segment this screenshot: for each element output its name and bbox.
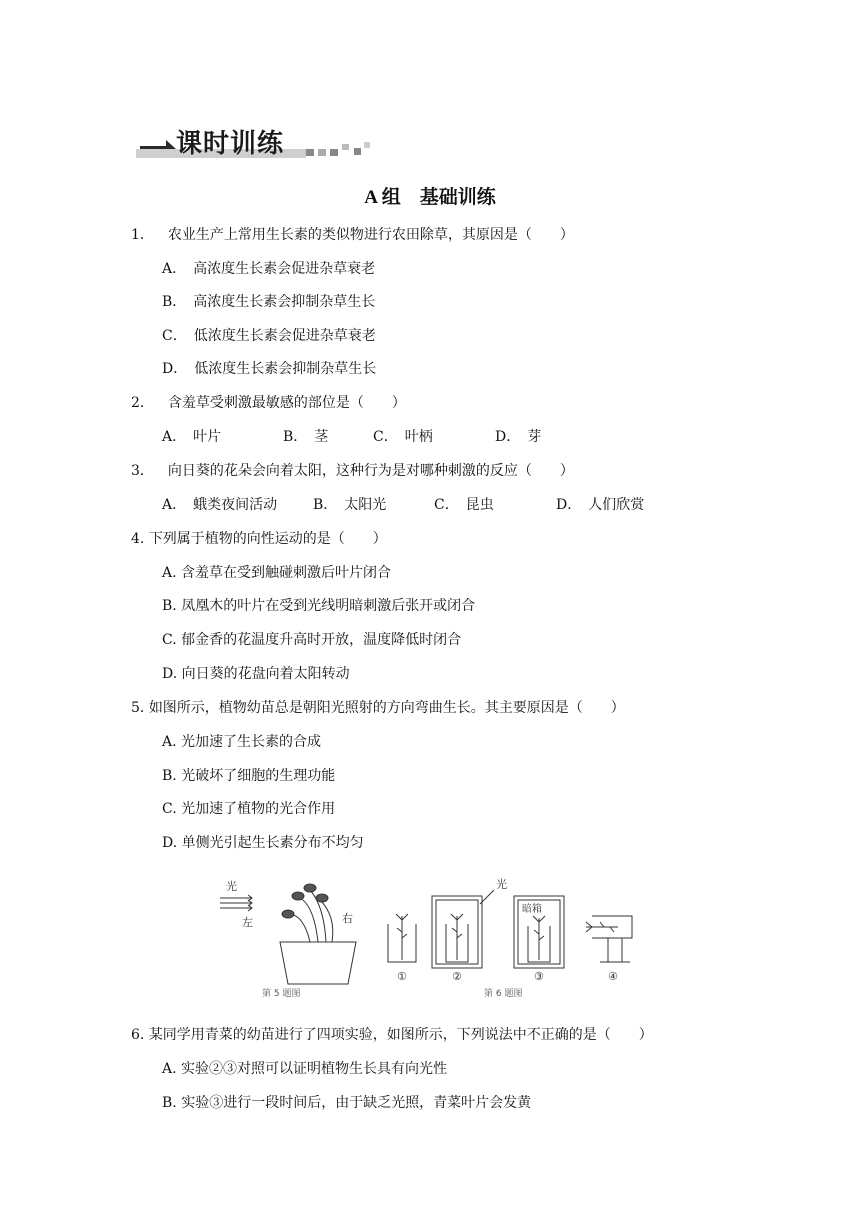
question-5-option-c: C. 光加速了植物的光合作用 <box>162 801 336 817</box>
question-text: 向日葵的花朵会向着太阳，这种行为是对哪种刺激的反应（ ） <box>167 463 574 479</box>
question-number: 6. <box>131 1027 149 1043</box>
fig5-light-label: 光 <box>226 880 237 893</box>
question-1-stem <box>131 226 574 244</box>
question-3-option-a: A． 蛾类夜间活动 <box>162 497 278 513</box>
question-2-option-b: B． 茎 <box>283 429 329 445</box>
question-text: 农业生产上常用生长素的类似物进行农田除草，其原因是（ ） <box>167 227 574 243</box>
question-5-option-a: A. 光加速了生长素的合成 <box>162 734 322 750</box>
question-4-option-d: D. 向日葵的花盘向着太阳转动 <box>162 666 350 682</box>
question-4-option-c: C. 郁金香的花温度升高时开放，温度降低时闭合 <box>162 632 462 648</box>
question-3-option-d: D． 人们欣赏 <box>556 497 645 513</box>
question-1-option-c: C． 低浓度生长素会促进杂草衰老 <box>162 328 376 344</box>
fig6-label-3: ③ <box>534 970 544 983</box>
question-4-stem <box>131 530 387 548</box>
question-number: 1． <box>131 227 154 243</box>
question-5-option-d: D. 单侧光引起生长素分布不均匀 <box>162 835 364 851</box>
question-3-stem <box>131 462 574 480</box>
fig6-label-2: ② <box>452 970 462 983</box>
question-number: 2． <box>131 395 154 411</box>
question-1-option-d: D． 低浓度生长素会抑制杂草生长 <box>162 361 377 377</box>
question-number: 3． <box>131 463 154 479</box>
figures-5-and-6 <box>214 876 654 1002</box>
fig5-caption: 第 5 题图 <box>262 989 301 999</box>
question-text: 某同学用青菜的幼苗进行了四项实验，如图所示，下列说法中不正确的是（ ） <box>148 1027 653 1043</box>
question-number: 4. <box>131 531 149 547</box>
fig5-right-label: 右 <box>342 912 353 925</box>
question-2-option-c: C． 叶柄 <box>373 429 433 445</box>
question-4-option-a: A. 含羞草在受到触碰刺激后叶片闭合 <box>162 565 392 581</box>
banner-title: 课时训练 <box>176 129 285 159</box>
question-text: 如图所示，植物幼苗总是朝阳光照射的方向弯曲生长。其主要原因是（ ） <box>148 700 625 716</box>
figure-5-seedling-diagram <box>220 879 356 999</box>
question-3-option-b: B． 太阳光 <box>313 497 387 513</box>
question-text: 下列属于植物的向性运动的是（ ） <box>148 531 387 547</box>
question-6-option-a: A. 实验②③对照可以证明植物生长具有向光性 <box>162 1061 448 1077</box>
section-title: A 组 基础训练 <box>364 187 496 208</box>
question-2-option-a: A． 叶片 <box>162 429 222 445</box>
question-4-option-b: B. 凤凰木的叶片在受到光线明暗刺激后张开或闭合 <box>162 598 476 614</box>
question-6-stem <box>131 1026 653 1044</box>
question-1-option-a: A． 高浓度生长素会促进杂草衰老 <box>162 261 376 277</box>
question-2-option-d: D． 芽 <box>495 429 542 445</box>
fig6-label-4: ④ <box>608 970 618 983</box>
fig5-left-label: 左 <box>242 916 253 929</box>
question-text: 含羞草受刺激最敏感的部位是（ ） <box>167 395 406 411</box>
fig6-darkbox-label: 暗箱 <box>522 904 542 915</box>
question-2-stem <box>131 394 406 412</box>
question-6-option-b: B. 实验③进行一段时间后，由于缺乏光照，青菜叶片会发黄 <box>162 1095 532 1111</box>
question-3-option-c: C． 昆虫 <box>434 497 494 513</box>
question-5-stem <box>131 699 625 717</box>
fig6-light-label: 光 <box>496 878 507 891</box>
fig6-caption: 第 6 题图 <box>484 989 523 999</box>
question-number: 5. <box>131 700 149 716</box>
figure-6-experiment-diagram <box>388 877 632 999</box>
fig6-label-1: ① <box>397 970 407 983</box>
question-5-option-b: B. 光破坏了细胞的生理功能 <box>162 768 336 784</box>
question-1-option-b: B． 高浓度生长素会抑制杂草生长 <box>162 294 376 310</box>
